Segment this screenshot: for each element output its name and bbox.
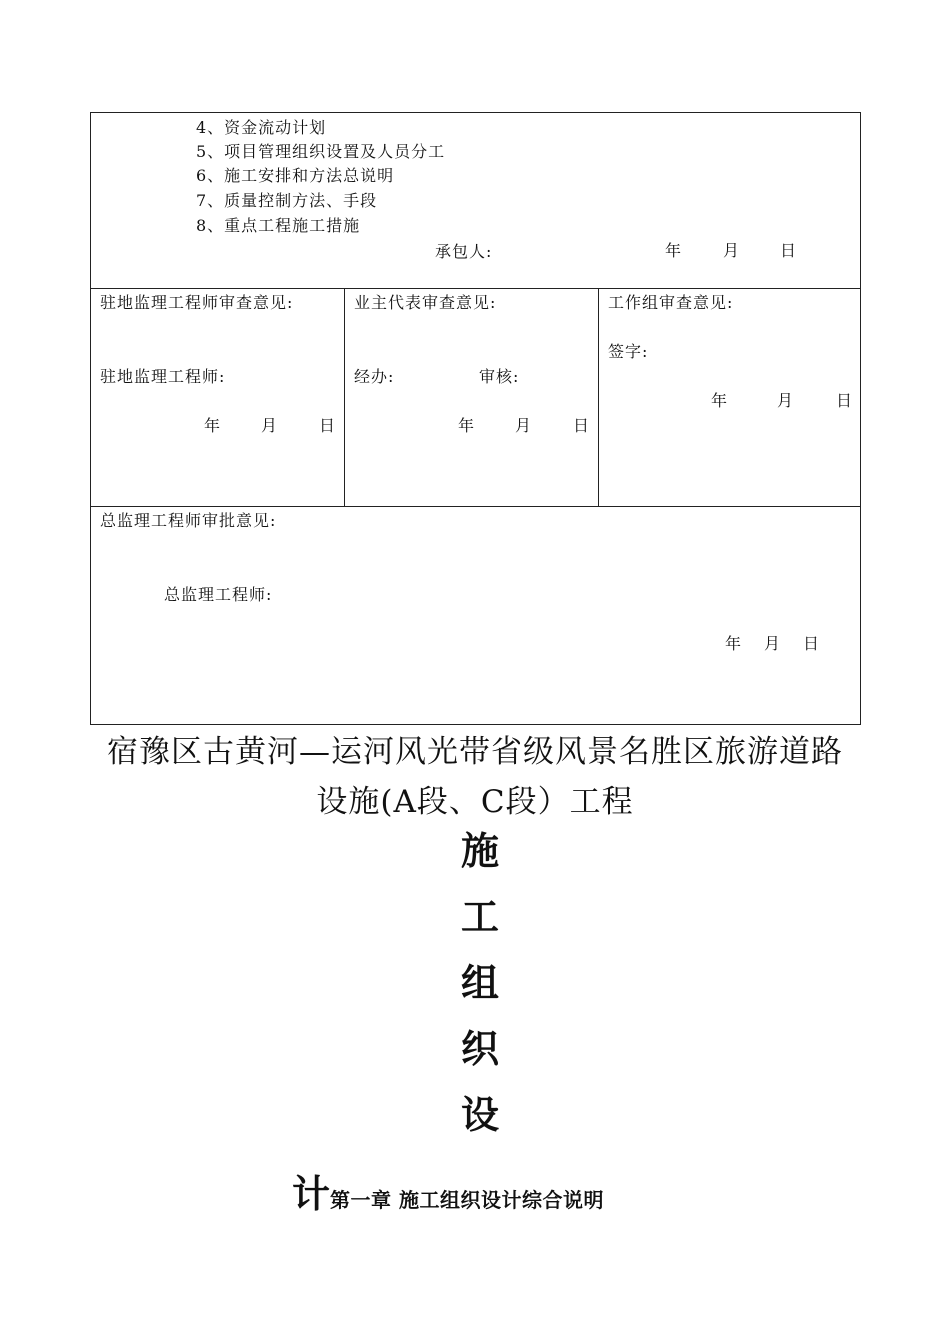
resident-engineer-date-month: 月	[261, 416, 279, 435]
resident-engineer-signer-label: 驻地监理工程师:	[100, 367, 226, 386]
contractor-label: 承包人:	[435, 242, 493, 261]
work-group-sign-label: 签字:	[608, 342, 649, 361]
owner-rep-date-month: 月	[515, 416, 533, 435]
work-group-opinion-label: 工作组审查意见:	[608, 293, 734, 312]
doc-title-char: 施	[460, 828, 499, 873]
row-divider-top	[91, 288, 860, 289]
chapter-heading-row	[292, 1163, 604, 1218]
column-divider-2	[598, 288, 599, 506]
owner-rep-opinion-label: 业主代表审查意见:	[354, 293, 497, 312]
resident-engineer-opinion-label: 驻地监理工程师审查意见:	[100, 293, 294, 312]
owner-rep-date-day: 日	[573, 416, 591, 435]
column-divider-1	[344, 288, 345, 506]
doc-title-char: 设	[460, 1092, 499, 1137]
contractor-date-month: 月	[723, 241, 741, 260]
chief-engineer-date-day: 日	[803, 634, 821, 653]
resident-engineer-date-day: 日	[319, 416, 337, 435]
contents-item: 4、资金流动计划	[196, 118, 327, 137]
doc-title-char: 工	[460, 894, 499, 939]
work-group-date-year: 年	[711, 391, 729, 410]
doc-title-char: 织	[460, 1026, 499, 1071]
chief-engineer-opinion-label: 总监理工程师审批意见:	[100, 511, 277, 530]
chief-engineer-date-year: 年	[725, 634, 743, 653]
contents-item: 7、质量控制方法、手段	[196, 191, 378, 210]
project-title-line1: 宿豫区古黄河—运河风光带省级风景名胜区旅游道路	[107, 734, 843, 770]
contents-item: 6、施工安排和方法总说明	[196, 166, 395, 185]
owner-rep-date-year: 年	[458, 416, 476, 435]
project-title-line2: 设施(A段、C段）工程	[316, 784, 634, 820]
work-group-date-month: 月	[777, 391, 795, 410]
approval-form-table	[90, 112, 861, 725]
contents-item: 5、项目管理组织设置及人员分工	[196, 142, 446, 161]
work-group-date-day: 日	[836, 391, 854, 410]
contents-item: 8、重点工程施工措施	[196, 216, 361, 235]
chief-engineer-signer-label: 总监理工程师:	[164, 585, 273, 604]
owner-rep-reviewer-label: 审核:	[479, 367, 520, 386]
row-divider-bottom	[91, 506, 860, 507]
doc-title-last-char: 计	[292, 1171, 331, 1216]
chief-engineer-date-month: 月	[764, 634, 782, 653]
chapter-heading: 第一章 施工组织设计综合说明	[330, 1188, 604, 1212]
doc-title-char: 组	[460, 960, 499, 1005]
contractor-date-year: 年	[665, 241, 683, 260]
resident-engineer-date-year: 年	[204, 416, 222, 435]
contractor-date-day: 日	[780, 241, 798, 260]
owner-rep-handler-label: 经办:	[354, 367, 395, 386]
